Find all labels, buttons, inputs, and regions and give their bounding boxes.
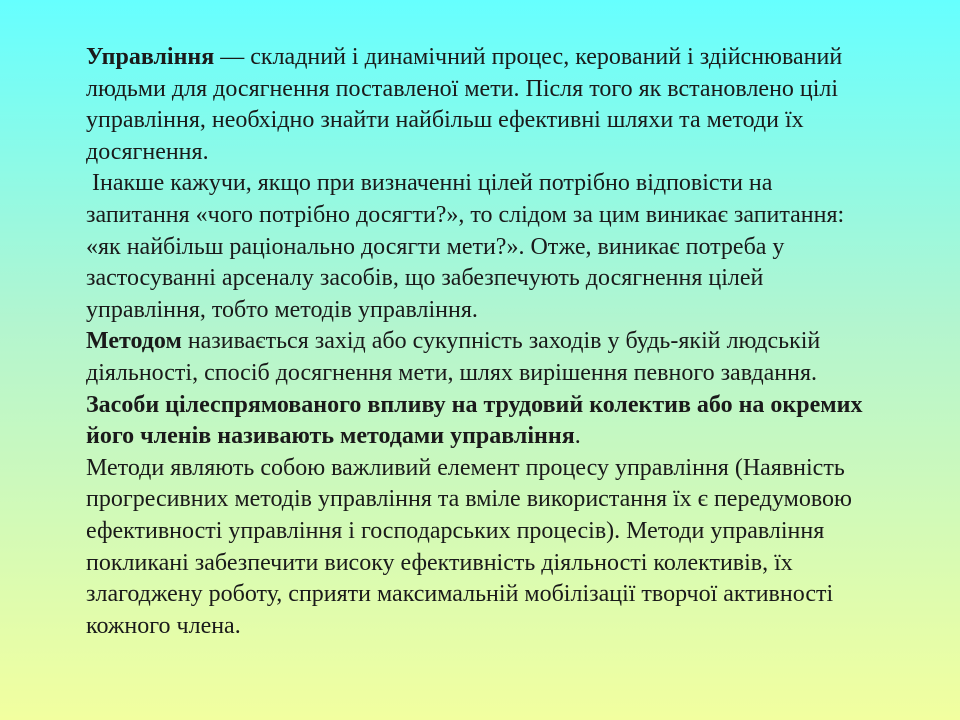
bold-text-run: Засоби цілеспрямованого впливу на трудовий колектив або на окремих <box>86 391 863 418</box>
text-run: діяльності, спосіб досягнення мети, шлях вирішення певного завдання. <box>86 359 818 386</box>
paragraph-5 <box>86 453 952 643</box>
bold-text-run: Методом <box>86 328 182 355</box>
text-run: прогресивних методів управління та вміле використання їх є передумовою <box>86 486 852 513</box>
text-run: злагоджену роботу, сприяти максимальній мобілізації творчої активності <box>86 581 834 608</box>
text-line <box>86 390 952 422</box>
text-line <box>86 137 952 169</box>
text-line <box>86 295 952 327</box>
paragraph-1 <box>86 42 952 168</box>
text-run: називається захід або сукупність заходів у будь-якій людській <box>181 328 821 355</box>
text-run: управління, тобто методів управління. <box>86 296 478 323</box>
text-line <box>86 421 952 453</box>
text-line <box>86 358 952 390</box>
text-run: досягнення. <box>86 138 209 165</box>
text-line <box>86 484 952 516</box>
paragraph-4 <box>86 390 952 453</box>
text-line <box>86 326 952 358</box>
text-line <box>86 42 952 74</box>
text-line <box>86 105 952 137</box>
text-run: Інакше кажучи, якщо при визначенні цілей потрібно відповісти на <box>86 170 773 197</box>
text-line <box>86 263 952 295</box>
text-line <box>86 232 952 264</box>
text-run: кожного члена. <box>86 612 241 639</box>
text-run: ефективності управління і господарських процесів). Методи управління <box>86 517 825 544</box>
text-run: . <box>574 423 581 450</box>
slide-text-block <box>86 42 952 642</box>
text-run: — складний і динамічний процес, керований і здійснюваний <box>214 44 843 70</box>
paragraph-2 <box>86 168 952 326</box>
text-run: людьми для досягнення поставленої мети. Після того як встановлено цілі <box>86 75 839 102</box>
bold-text-run: його членів називають методами управління <box>86 423 575 450</box>
text-run: застосуванні арсеналу засобів, що забезпечують досягнення цілей <box>86 265 764 292</box>
text-run: покликані забезпечити високу ефективність діяльності колективів, їх <box>86 549 793 576</box>
text-line <box>86 579 952 611</box>
text-line <box>86 74 952 106</box>
text-line <box>86 611 952 643</box>
text-line <box>86 548 952 580</box>
paragraph-3 <box>86 326 952 389</box>
text-run: «як найбільш раціонально досягти мети?». Отже, виникає потреба у <box>86 233 785 260</box>
text-run: Методи являють собою важливий елемент процесу управління (Наявність <box>86 454 845 481</box>
text-line <box>86 200 952 232</box>
text-run: управління, необхідно знайти найбільш ефективні шляхи та методи їх <box>86 107 804 134</box>
text-line <box>86 168 952 200</box>
text-line <box>86 516 952 548</box>
bold-text-run: Управління <box>86 44 215 70</box>
text-line <box>86 453 952 485</box>
text-run: запитання «чого потрібно досягти?», то слідом за цим виникає запитання: <box>86 201 845 228</box>
